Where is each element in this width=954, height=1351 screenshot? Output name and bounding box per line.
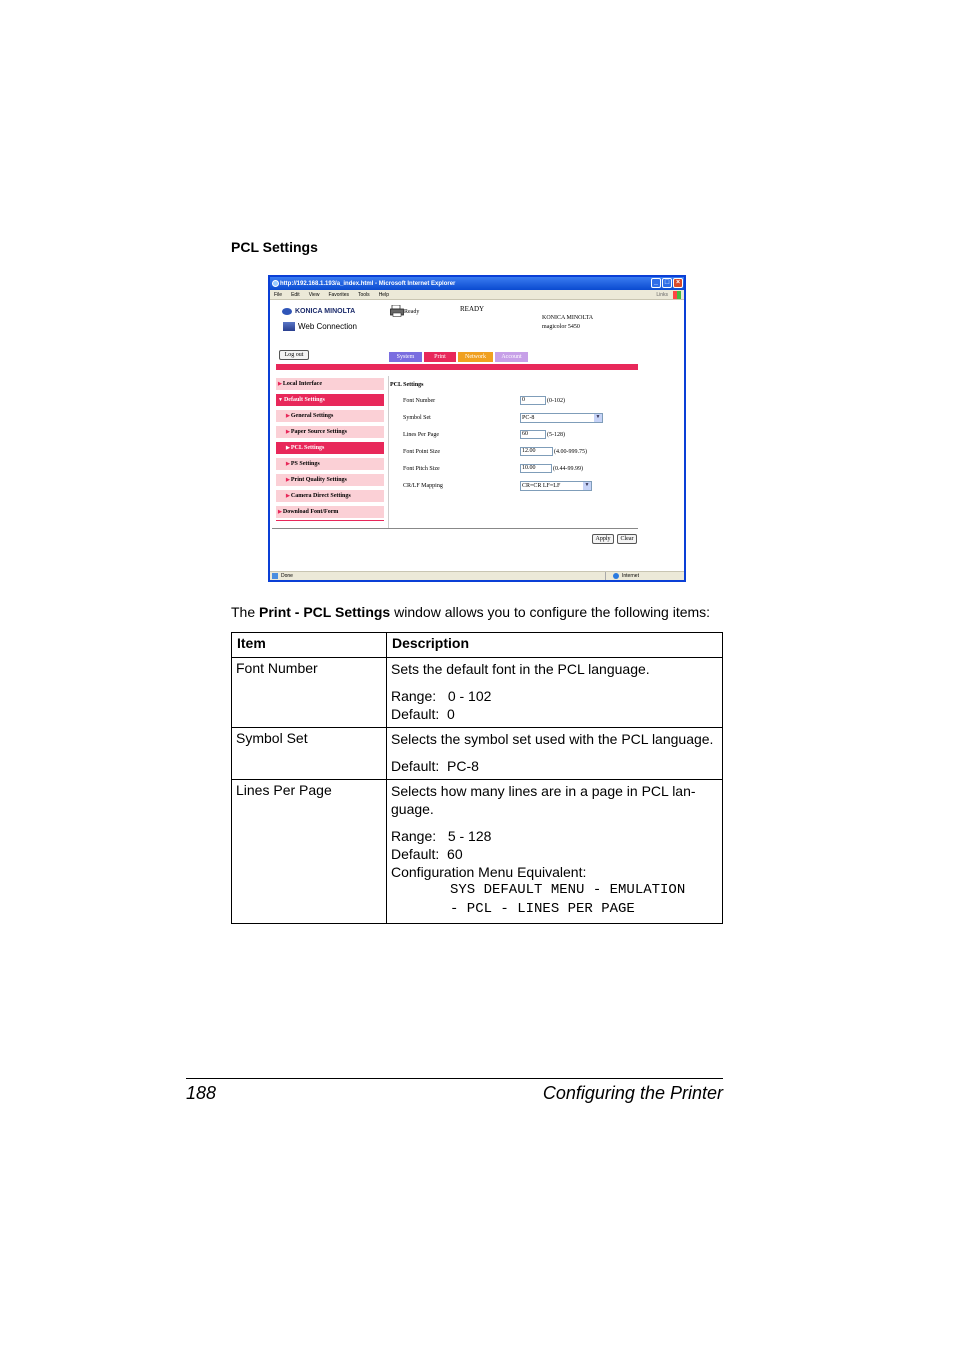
triangle-right-icon: ▶ — [286, 414, 290, 419]
nav-pcl-settings[interactable]: ▶PCL Settings — [276, 442, 384, 454]
nav-local-interface[interactable]: ▶Local Interface — [276, 378, 384, 390]
symbol-set-label: Symbol Set — [403, 415, 431, 421]
table-row — [232, 728, 723, 780]
printer-status-small: Ready — [404, 309, 420, 315]
menu-view[interactable]: View — [308, 291, 320, 298]
page-number: 188 — [186, 1083, 217, 1103]
globe-icon — [282, 308, 292, 315]
tab-underline-bar — [276, 364, 638, 370]
printer-icon — [390, 305, 404, 317]
description-cell: Sets the default font in the PCL language. Range: 0 - 102 Default: 0 — [387, 658, 723, 728]
nav-camera-direct-settings[interactable]: ▶Camera Direct Settings — [276, 490, 384, 502]
nav-default-settings[interactable]: ▼Default Settings — [276, 394, 384, 406]
vertical-divider — [388, 376, 389, 528]
status-text: Done — [281, 573, 293, 579]
left-navigation — [276, 378, 384, 521]
lines-per-page-label: Lines Per Page — [403, 432, 439, 438]
apply-button[interactable]: Apply — [592, 534, 614, 544]
triangle-right-icon: ▶ — [286, 478, 290, 483]
font-point-size-input[interactable]: 12.00 — [520, 447, 553, 456]
tab-bar — [389, 352, 528, 362]
description-cell: Selects the symbol set used with the PCL language. Default: PC-8 — [387, 728, 723, 780]
status-separator — [605, 572, 606, 580]
web-content — [270, 300, 684, 571]
nav-ps-settings[interactable]: ▶PS Settings — [276, 458, 384, 470]
browser-window-screenshot — [268, 275, 686, 582]
brand-name: KONICA MINOLTA — [542, 315, 594, 321]
tab-system[interactable]: System — [389, 352, 422, 362]
triangle-right-icon: ▶ — [286, 494, 290, 499]
triangle-down-icon: ▼ — [278, 398, 283, 403]
crlf-mapping-label: CR/LF Mapping — [403, 483, 443, 489]
tab-account[interactable]: Account — [495, 352, 528, 362]
triangle-right-icon: ▶ — [286, 446, 290, 451]
column-header-item: Item — [232, 633, 387, 658]
internet-globe-icon — [613, 573, 619, 579]
pagescope-icon — [283, 322, 295, 331]
triangle-right-icon: ▶ — [286, 430, 290, 435]
font-pitch-size-input[interactable]: 10.00 — [520, 464, 552, 473]
maximize-icon[interactable]: □ — [662, 278, 672, 288]
menu-tools[interactable]: Tools — [358, 291, 370, 298]
footer-rule — [186, 1078, 723, 1079]
nav-download-font-form[interactable]: ▶Download Font/Form — [276, 506, 384, 518]
nav-paper-source-settings[interactable]: ▶Paper Source Settings — [276, 426, 384, 438]
close-icon[interactable]: × — [673, 278, 683, 288]
config-menu-path-continued: - PCL - LINES PER PAGE — [450, 901, 635, 917]
logout-button[interactable]: Log out — [279, 350, 309, 360]
section-title: PCL Settings — [231, 239, 318, 255]
model-name: magicolor 5450 — [542, 324, 580, 330]
triangle-right-icon: ▶ — [286, 462, 290, 467]
lines-per-page-range: (5-128) — [547, 432, 565, 438]
nav-general-settings[interactable]: ▶General Settings — [276, 410, 384, 422]
font-number-label: Font Number — [403, 398, 436, 404]
windows-logo-icon — [673, 291, 681, 299]
nav-divider — [276, 520, 384, 521]
konica-minolta-logo: KONICA MINOLTA — [282, 308, 355, 315]
security-zone: Internet — [622, 573, 639, 579]
font-point-size-range: (4.00-999.75) — [554, 449, 587, 455]
font-pitch-size-label: Font Pitch Size — [403, 466, 440, 472]
lines-per-page-input[interactable]: 60 — [520, 430, 546, 439]
title-bar — [270, 277, 684, 290]
font-number-input[interactable]: 0 — [520, 396, 546, 405]
clear-button[interactable]: Clear — [617, 534, 637, 544]
menu-bar — [270, 290, 684, 300]
chevron-down-icon: ▼ — [595, 415, 601, 420]
printer-status: READY — [460, 305, 485, 313]
pagescope-logo: Web Connection — [283, 322, 357, 331]
font-point-size-label: Font Point Size — [403, 449, 441, 455]
column-header-description: Description — [387, 633, 723, 658]
form-title: PCL Settings — [390, 382, 424, 388]
item-cell: Font Number — [232, 658, 387, 728]
item-cell: Symbol Set — [232, 728, 387, 780]
chapter-title: Configuring the Printer — [542, 1083, 723, 1103]
form-bottom-rule — [272, 528, 638, 529]
font-number-range: (0-102) — [547, 398, 565, 404]
triangle-right-icon: ▶ — [278, 382, 282, 387]
menu-favorites[interactable]: Favorites — [328, 291, 349, 298]
crlf-mapping-select[interactable]: CR=CR LF=LF ▼ — [520, 481, 592, 491]
menu-edit[interactable]: Edit — [291, 291, 300, 298]
font-pitch-size-range: (0.44-99.99) — [553, 466, 583, 472]
status-bar — [270, 571, 684, 580]
minimize-icon[interactable]: _ — [651, 278, 661, 288]
links-label[interactable]: Links — [656, 292, 668, 298]
symbol-set-select[interactable]: PC-8 ▼ — [520, 413, 603, 423]
nav-print-quality-settings[interactable]: ▶Print Quality Settings — [276, 474, 384, 486]
intro-paragraph: The Print - PCL Settings window allows you to configure the following items: — [231, 604, 711, 620]
table-row — [232, 658, 723, 728]
settings-table — [231, 632, 723, 924]
page-icon — [272, 573, 278, 579]
triangle-right-icon: ▶ — [278, 510, 282, 515]
description-cell: Selects how many lines are in a page in PCL lan- guage. Range: 5 - 128 Default: 60 Configuration Menu Equivalent: SYS DEFAULT MENU - EMULATION - PCL - LINES PER PAGE — [387, 780, 723, 924]
ie-icon — [272, 280, 279, 287]
chevron-down-icon: ▼ — [584, 483, 590, 488]
table-header-row — [232, 633, 723, 658]
menu-help[interactable]: Help — [378, 291, 389, 298]
tab-network[interactable]: Network — [458, 352, 493, 362]
config-menu-path: SYS DEFAULT MENU - EMULATION — [450, 882, 686, 898]
table-row — [232, 780, 723, 924]
tab-print[interactable]: Print — [424, 352, 456, 362]
item-cell: Lines Per Page — [232, 780, 387, 924]
window-title: http://192.168.1.193/a_index.html - Microsoft Internet Explorer — [280, 280, 456, 287]
menu-file[interactable]: File — [274, 291, 283, 298]
